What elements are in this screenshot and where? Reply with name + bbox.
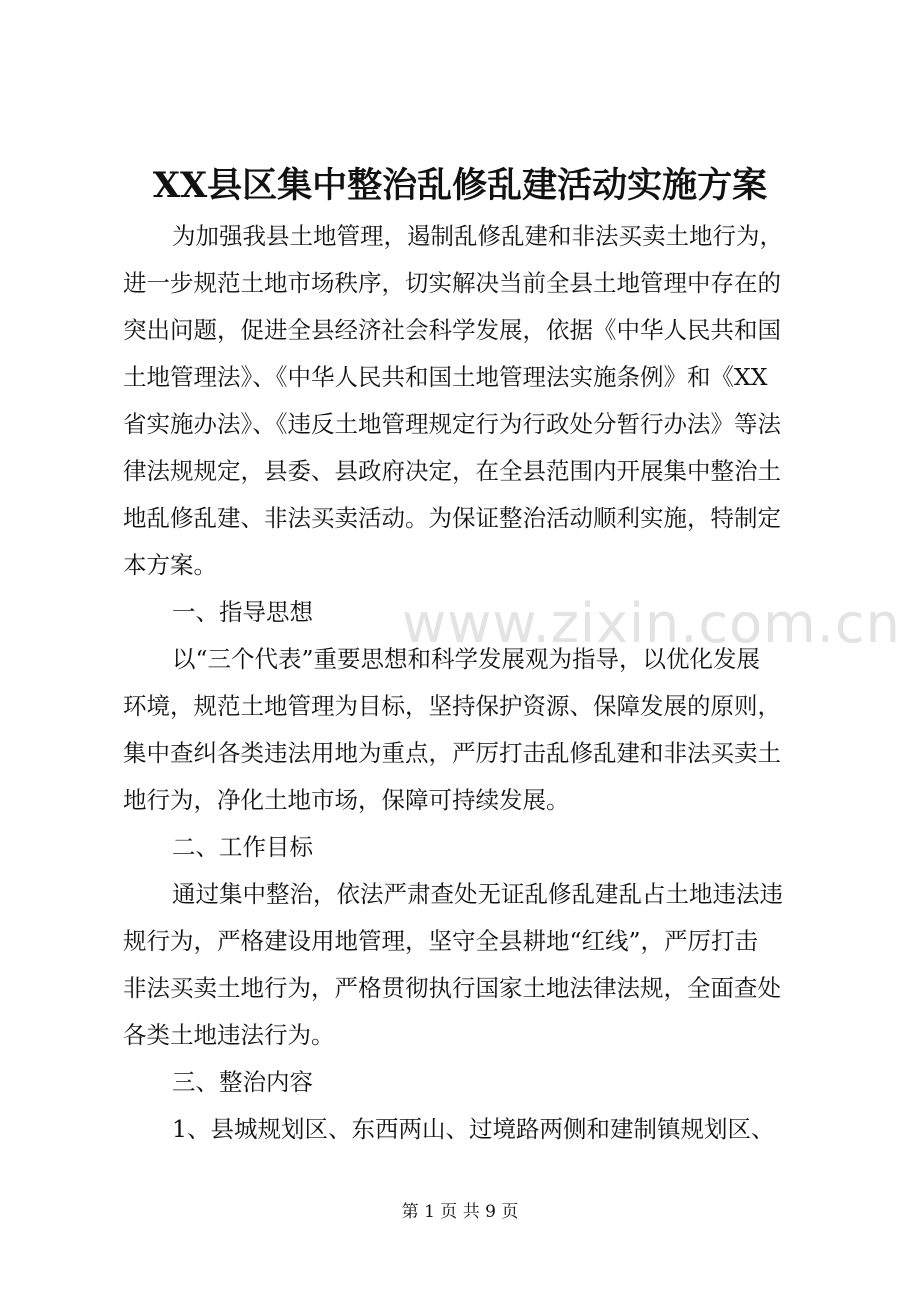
- paragraph-line: 律法规规定，县委、县政府决定，在全县范围内开展集中整治土: [123, 457, 781, 485]
- section-heading: 二、工作目标: [172, 833, 313, 861]
- paragraph-line: 集中查纠各类违法用地为重点，严厉打击乱修乱建和非法买卖土: [123, 739, 781, 767]
- paragraph-line: 为加强我县土地管理，遏制乱修乱建和非法买卖土地行为，: [172, 222, 783, 250]
- document-title: XX县区集中整治乱修乱建活动实施方案: [152, 165, 768, 206]
- paragraph-line: 土地管理法》、《中华人民共和国土地管理法实施条例》和《XX: [123, 363, 768, 391]
- paragraph-line: 规行为，严格建设用地管理，坚守全县耕地“红线”，严厉打击: [123, 927, 759, 955]
- watermark: www.zixin.com.cn: [402, 592, 901, 655]
- paragraph-line: 省实施办法》、《违反土地管理规定行为行政处分暂行办法》等法: [123, 410, 781, 438]
- paragraph-line: 本方案。: [123, 551, 217, 579]
- section-heading: 一、指导思想: [172, 598, 313, 626]
- paragraph-line: 通过集中整治，依法严肃查处无证乱修乱建乱占土地违法违: [172, 880, 783, 908]
- paragraph-line: 进一步规范土地市场秩序，切实解决当前全县土地管理中存在的: [123, 269, 781, 297]
- paragraph-line: 以“三个代表”重要思想和科学发展观为指导，以优化发展: [172, 645, 761, 673]
- paragraph-line: 环境，规范土地管理为目标，坚持保护资源、保障发展的原则，: [123, 692, 781, 720]
- paragraph-line: 地乱修乱建、非法买卖活动。为保证整治活动顺利实施，特制定: [123, 504, 781, 532]
- paragraph-line: 非法买卖土地行为，严格贯彻执行国家土地法律法规，全面查处: [123, 974, 781, 1002]
- paragraph-line: 地行为，净化土地市场，保障可持续发展。: [123, 786, 570, 814]
- paragraph-line: 1、县城规划区、东西两山、过境路两侧和建制镇规划区、: [172, 1115, 775, 1143]
- page-footer: 第 1 页 共 9 页: [401, 1202, 519, 1222]
- section-heading: 三、整治内容: [172, 1068, 313, 1096]
- paragraph-line: 突出问题，促进全县经济社会科学发展，依据《中华人民共和国: [123, 316, 781, 344]
- paragraph-line: 各类土地违法行为。: [123, 1021, 335, 1049]
